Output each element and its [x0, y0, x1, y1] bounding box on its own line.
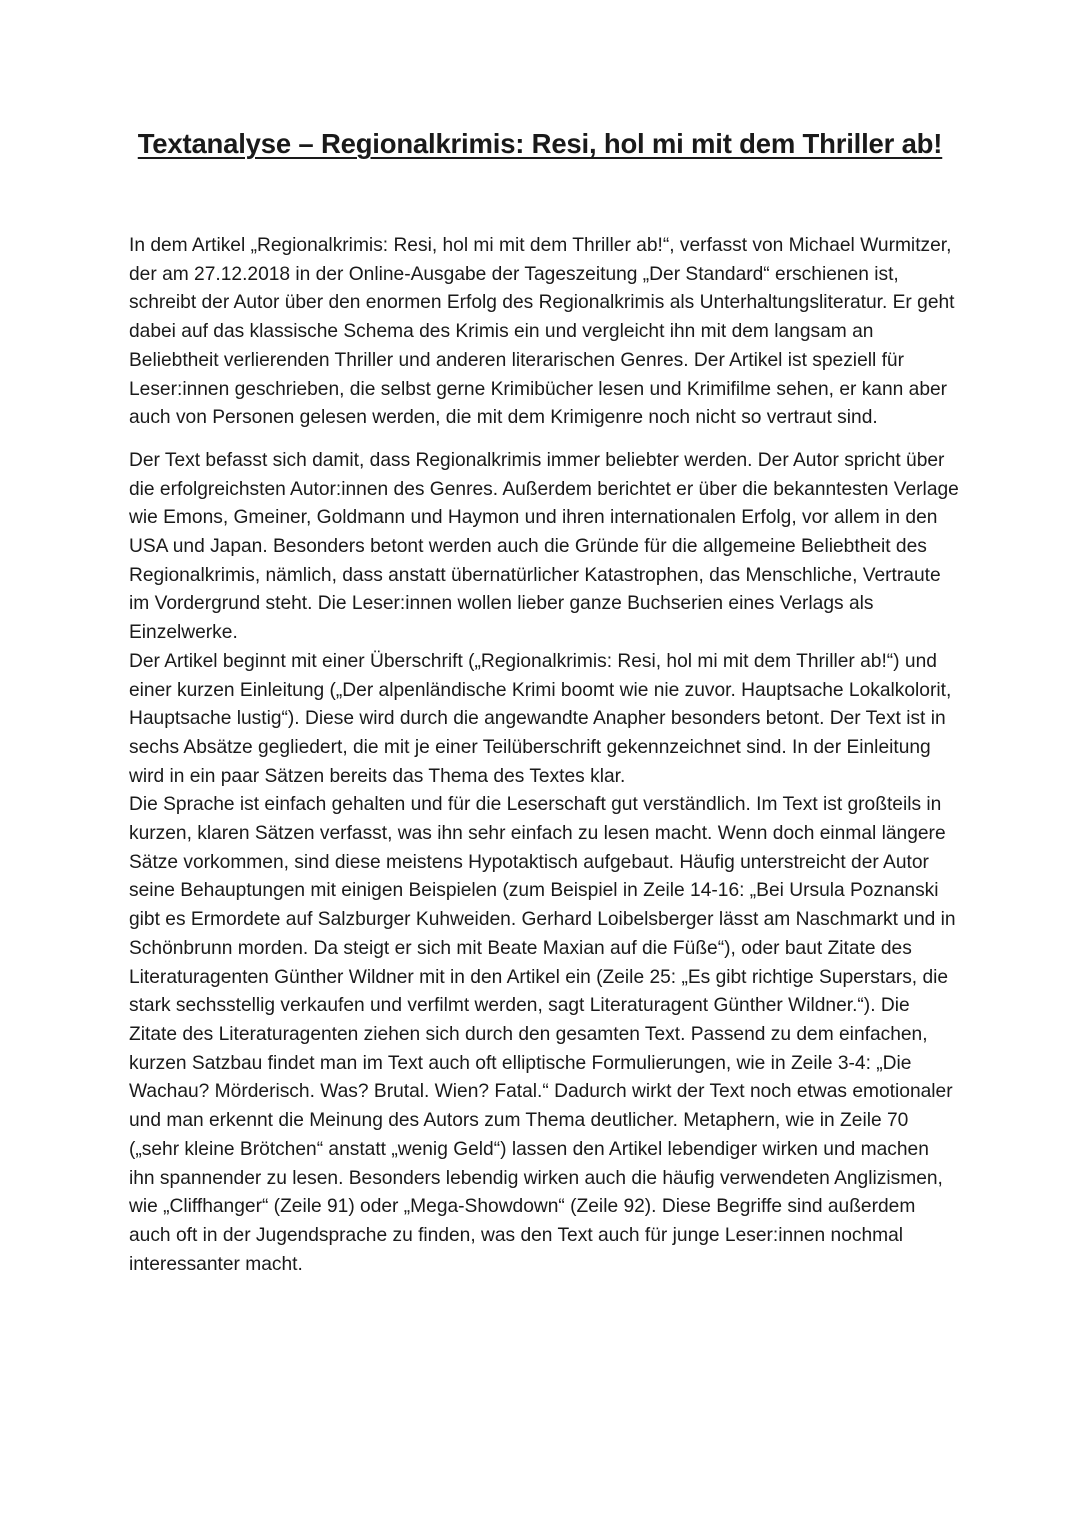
- paragraph-content-summary: Der Text befasst sich damit, dass Regionalkrimis immer beliebter werden. Der Autor spricht über die erfolgreichsten Autor:innen des Genres. Außerdem berichtet er über die bekanntesten Verlage wie Emons, Gmeiner, Goldmann und Haymon und ihren internationalen Erfolg, vor allem in den USA und Japan. Besonders betont werden auch die Gründe für die allgemeine Beliebtheit des Regionalkrimis, nämlich, dass anstatt übernatürlicher Katastrophen, das Menschliche, Vertraute im Vordergrund steht. Die Leser:innen wollen lieber ganze Buchserien eines Verlags als Einzelwerke.: [129, 449, 959, 644]
- document-title: Textanalyse – Regionalkrimis: Resi, hol mi mit dem Thriller ab!: [137, 128, 943, 159]
- paragraph-structure: Der Artikel beginnt mit einer Überschrift („Regionalkrimis: Resi, hol mi mit dem Thriller ab!“) und einer kurzen Einleitung („Der alpenländische Krimi boomt wie nie zuvor. Hauptsache Lokalkolorit, Hauptsache lustig“). Diese wird durch die angewandte Anapher besonders betont. Der Text ist in sechs Absätze gegliedert, die mit je einer Teilüberschrift gekennzeichnet sind. In der Einleitung wird in ein paar Sätzen bereits das Thema des Textes klar.: [129, 650, 952, 787]
- paragraph-language: Die Sprache ist einfach gehalten und für die Leserschaft gut verständlich. Im Text ist großteils in kurzen, klaren Sätzen verfasst, was ihn sehr einfach zu lesen macht. Wenn doch einmal längere Sätze vorkommen, sind diese meistens Hypotaktisch aufgebaut. Häufig unterstreicht der Autor seine Behauptungen mit einigen Beispielen (zum Beispiel in Zeile 14-16: „Bei Ursula Poznanski gibt es Ermordete auf Salzburger Kuhweiden. Gerhard Loibelsberger lässt am Naschmarkt und in Schönbrunn morden. Da steigt er sich mit Beate Maxian auf die Füße“), oder baut Zitate des Literaturagenten Günther Wildner mit in den Artikel ein (Zeile 25: „Es gibt richtige Superstars, die stark sechsstellig verkaufen und verfilmt werden, sagt Literaturagent Günther Wildner.“). Die Zitate des Literaturagenten ziehen sich durch den gesamten Text. Passend zu dem einfachen, kurzen Satzbau findet man im Text auch oft elliptische Formulierungen, wie in Zeile 3-4: „Die Wachau? Mörderisch. Was? Brutal. Wien? Fatal.“ Dadurch wirkt der Text noch etwas emotionaler und man erkennt die Meinung des Autors zum Thema deutlicher. Metaphern, wie in Zeile 70 („sehr kleine Brötchen“ anstatt „wenig Geld“) lassen den Artikel lebendiger wirken und machen ihn spannender zu lesen. Besonders lebendig wirken auch die häufig verwendeten Anglizismen, wie „Cliffhanger“ (Zeile 91) oder „Mega-Showdown“ (Zeile 92). Diese Begriffe sind außerdem auch oft in der Jugendsprache zu finden, was den Text auch für junge Leser:innen nochmal interessanter macht.: [129, 794, 956, 1275]
- document-body: [129, 232, 959, 1279]
- paragraph-introduction: In dem Artikel „Regionalkrimis: Resi, hol mi mit dem Thriller ab!“, verfasst von Michael Wurmitzer, der am 27.12.2018 in der Online-Ausgabe der Tageszeitung „Der Standard“ erschienen ist, schreibt der Autor über den enormen Erfolg des Regionalkrimis als Unterhaltungsliteratur. Er geht dabei auf das klassische Schema des Krimis ein und vergleicht ihn mit dem langsam an Beliebtheit verlierenden Thriller und anderen literarischen Genres. Der Artikel ist speziell für Leser:innen geschrieben, die selbst gerne Krimibücher lesen und Krimifilme sehen, er kann aber auch von Personen gelesen werden, die mit dem Krimigenre noch nicht so vertraut sind.: [129, 235, 955, 429]
